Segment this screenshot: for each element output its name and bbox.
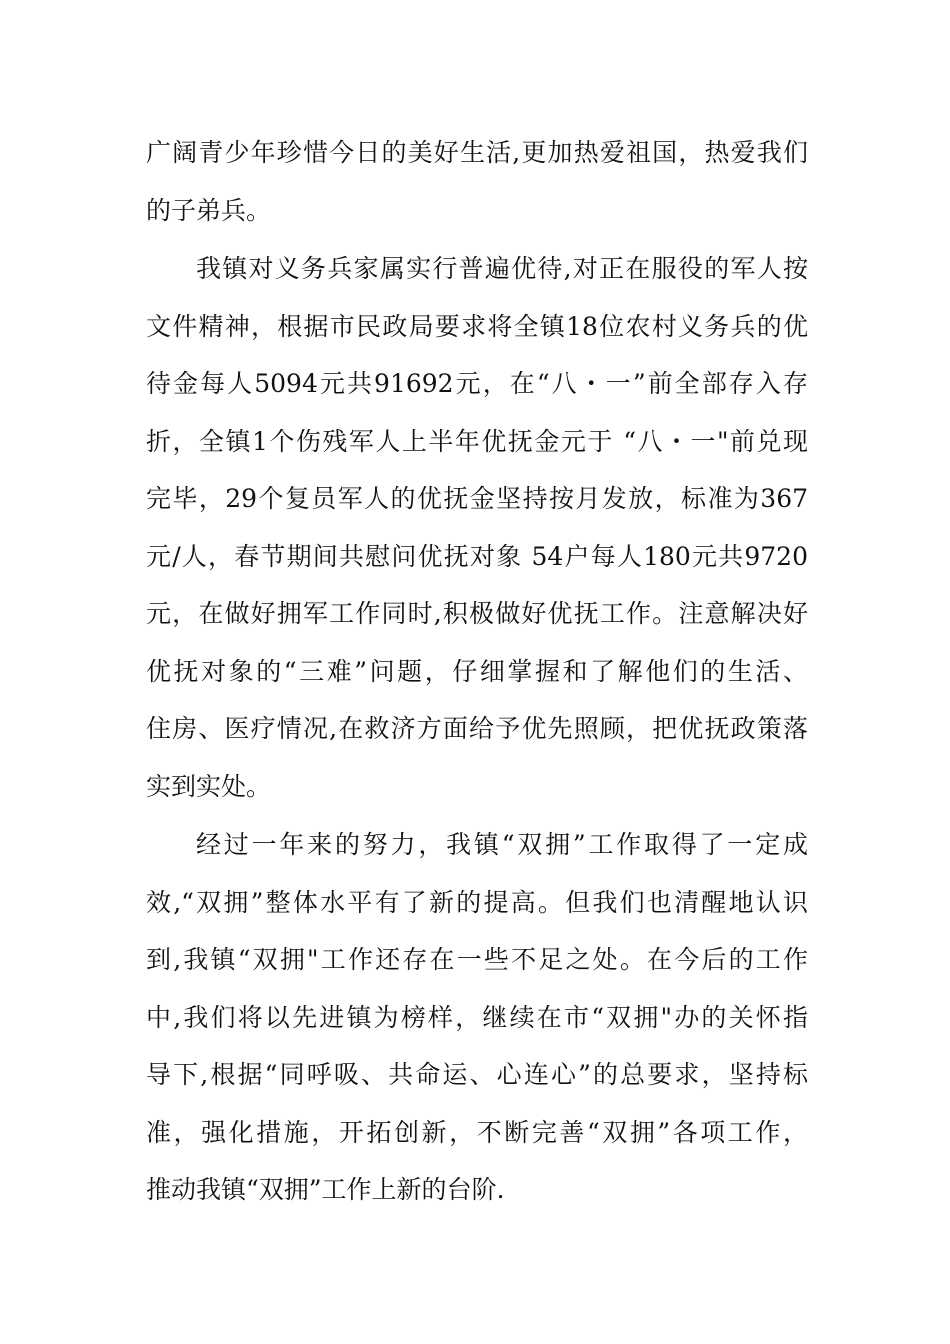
- paragraph-line: 准，强化措施，开拓创新，不断完善“双拥”各项工作，: [146, 1117, 808, 1147]
- paragraph-line: 导下,根据“同呼吸、共命运、心连心”的总要求，坚持标: [146, 1060, 808, 1089]
- paragraph-line: 优抚对象的“三难”问题，仔细掌握和了解他们的生活、: [146, 656, 808, 686]
- paragraph-line: 住房、医疗情况,在救济方面给予优先照顾，把优抚政策落: [146, 714, 808, 743]
- paragraph-line: 文件精神，根据市民政局要求将全镇18位农村义务兵的优: [146, 311, 808, 341]
- paragraph-line: 实到实处。: [146, 771, 272, 801]
- paragraph-line: 中,我们将以先进镇为榜样，继续在市“双拥"办的关怀指: [146, 1002, 808, 1032]
- paragraph-1: [146, 124, 808, 239]
- paragraph-line: 广阔青少年珍惜今日的美好生活,更加热爱祖国，热爱我们: [146, 138, 808, 167]
- paragraph-line: 待金每人5094元共91692元，在“八・一”前全部存入存: [146, 369, 808, 398]
- paragraph-line: 元，在做好拥军工作同时,积极做好优抚工作。注意解决好: [146, 599, 808, 628]
- paragraph-line: 元/人，春节期间共慰问优抚对象 54户每人180元共9720: [146, 541, 808, 571]
- paragraph-line: 折，全镇1个伤残军人上半年优抚金元于 “八・一"前兑现: [146, 426, 808, 456]
- paragraph-line: 经过一年来的努力，我镇“双拥”工作取得了一定成: [196, 830, 808, 859]
- paragraph-line: 到,我镇“双拥"工作还存在一些不足之处。在今后的工作: [146, 945, 808, 974]
- paragraph-line: 完毕，29个复员军人的优抚金坚持按月发放，标准为367: [146, 484, 808, 513]
- paragraph-line: 推动我镇“双拥”工作上新的台阶.: [146, 1175, 505, 1204]
- paragraph-line: 的子弟兵。: [146, 195, 272, 225]
- paragraph-line: 我镇对义务兵家属实行普遍优待,对正在服役的军人按: [196, 254, 808, 283]
- paragraph-3: [146, 816, 808, 1219]
- paragraph-2: [146, 240, 808, 815]
- paragraph-line: 效,“双拥”整体水平有了新的提高。但我们也清醒地认识: [146, 887, 808, 917]
